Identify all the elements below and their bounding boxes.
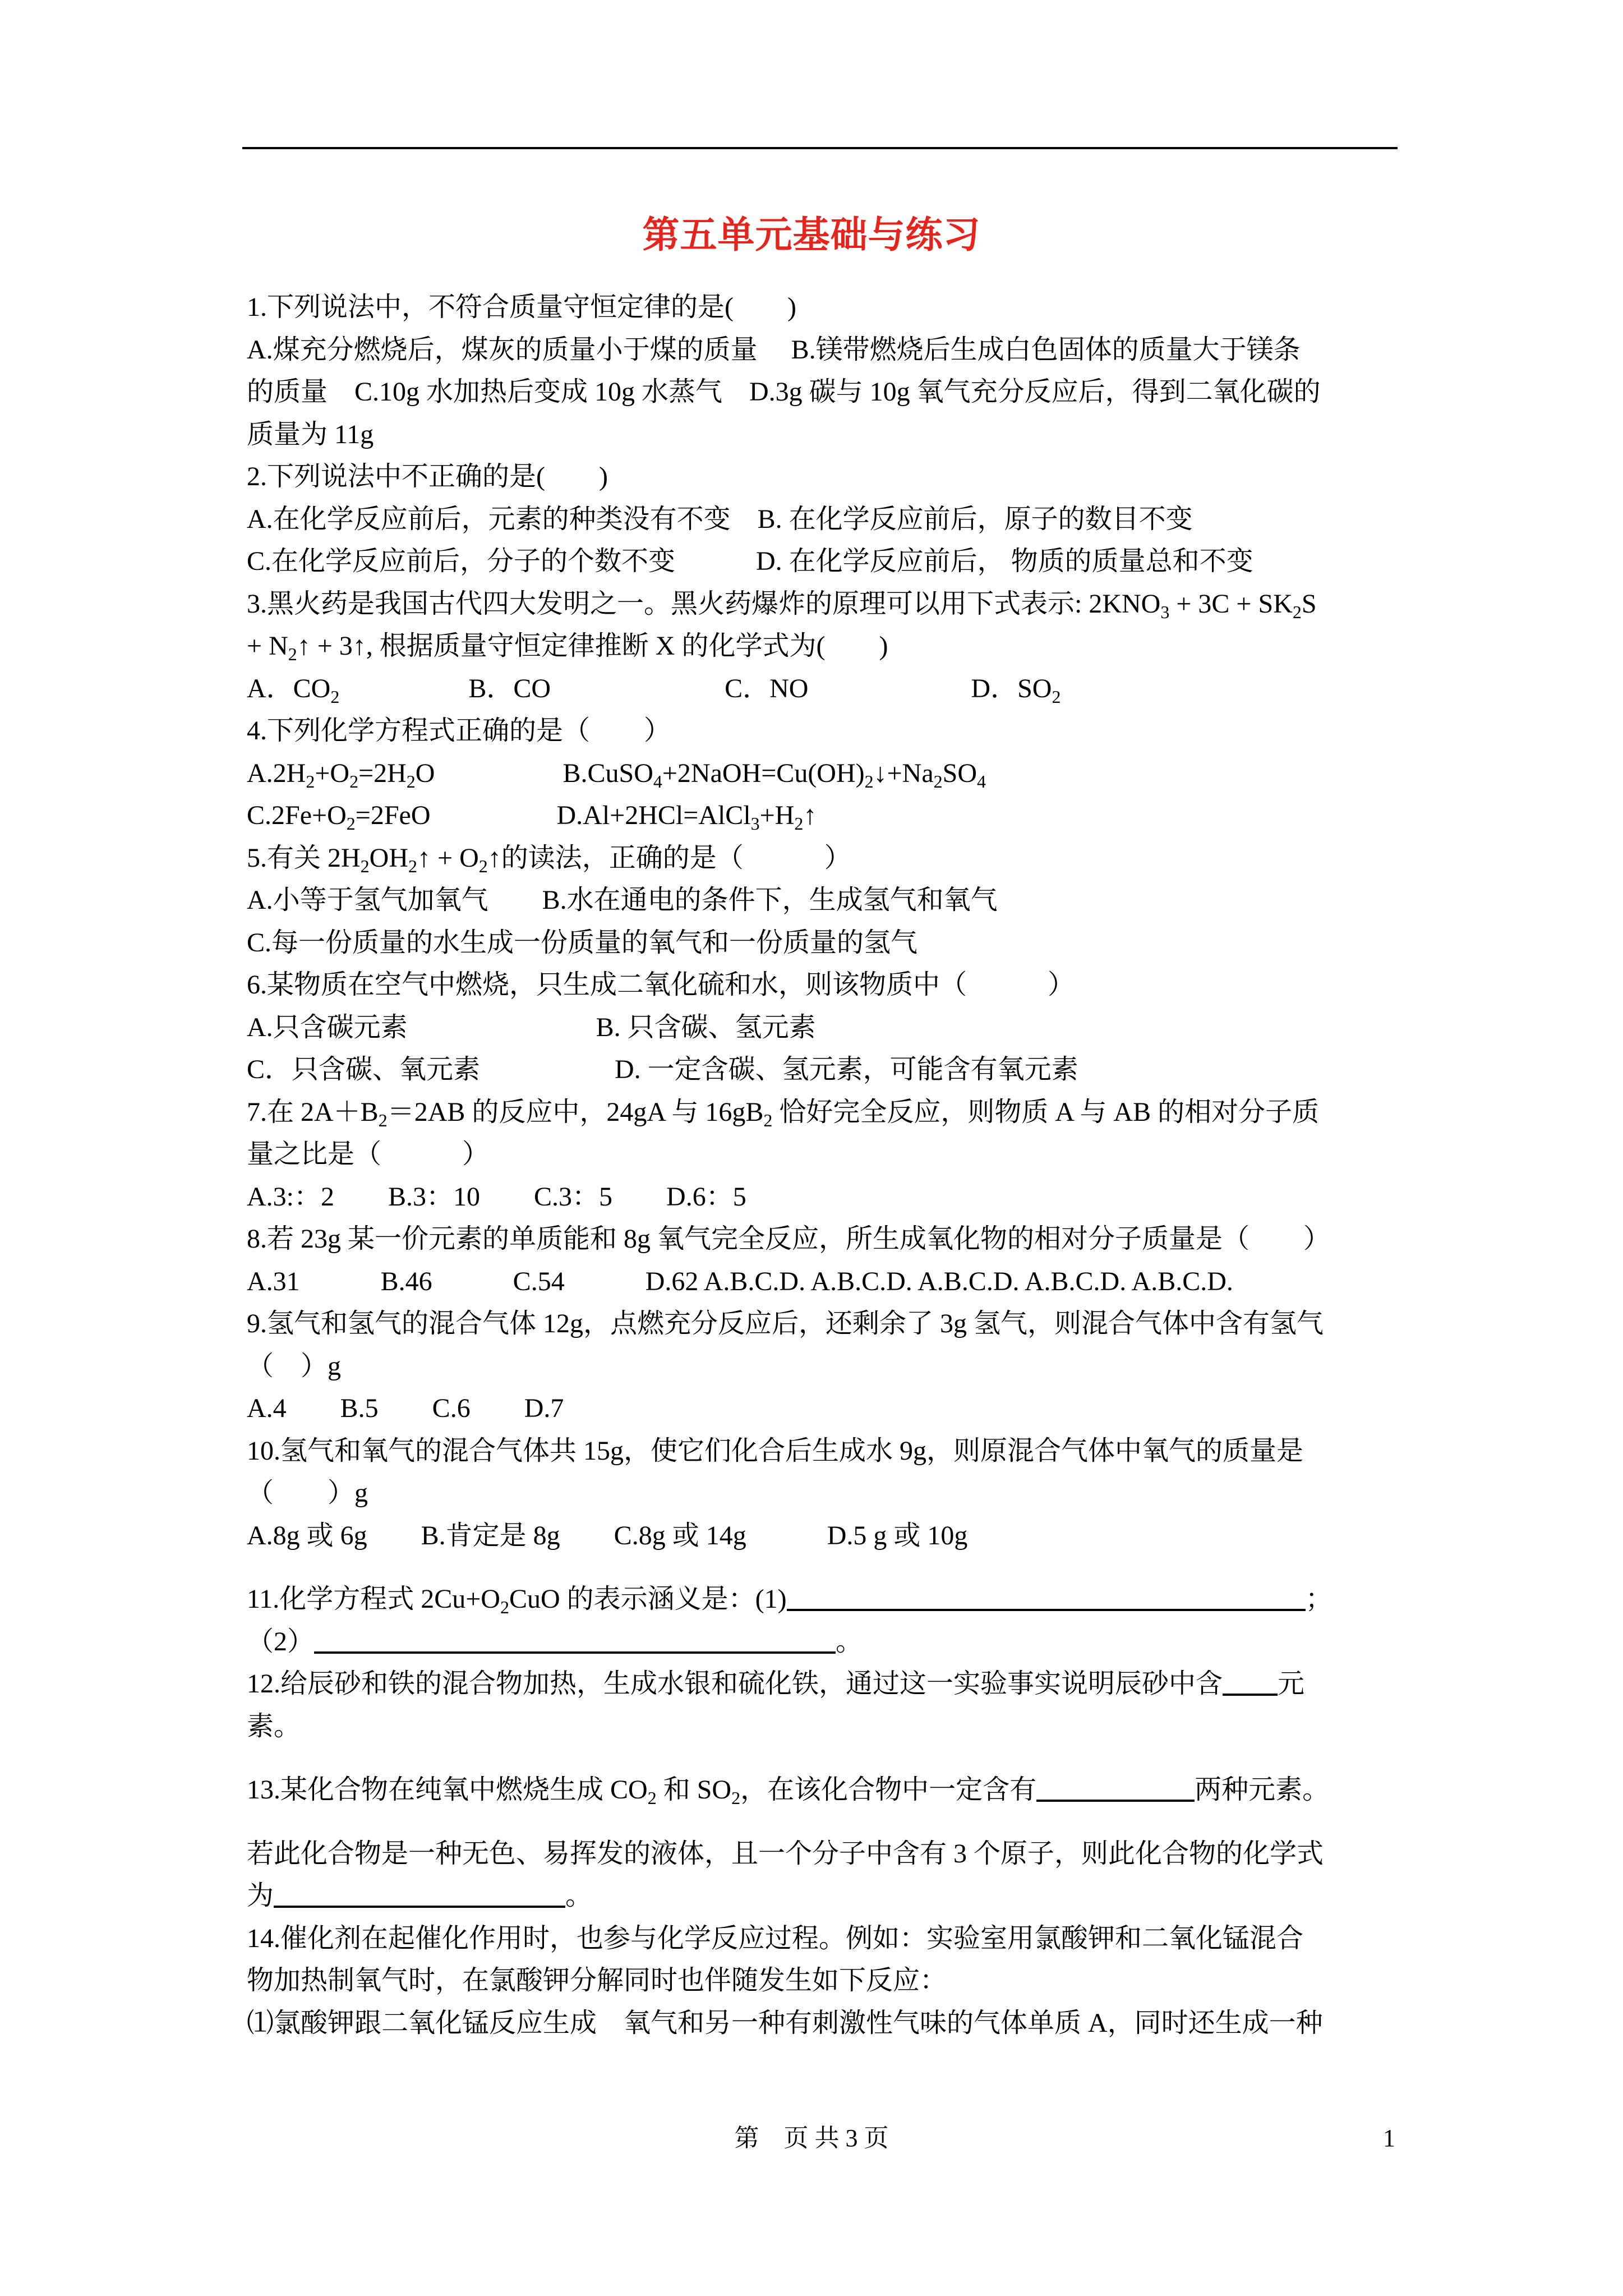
q8-stem: 8.若 23g 某一价元素的单质能和 8g 氧气完全反应，所生成氧化物的相对分子质量是（ ） bbox=[247, 1224, 1331, 1254]
page-number: 1 bbox=[1383, 2124, 1395, 2152]
q14-line2: 物加热制氧气时，在氯酸钾分解同时也伴随发生如下反应： bbox=[247, 1966, 947, 1995]
header-rule bbox=[242, 147, 1398, 149]
q1-line3: 质量为 11g bbox=[247, 419, 374, 449]
q1-stem: 1.下列说法中，不符合质量守恒定律的是( ) bbox=[247, 292, 796, 322]
q11-line2: （2） 。 bbox=[247, 1621, 1396, 1663]
q9-options: A.4 B.5 C.6 D.7 bbox=[247, 1393, 564, 1423]
q7-line2: 量之比是（ ） bbox=[247, 1139, 490, 1169]
q5-line2: C.每一份质量的水生成一份质量的氧气和一份质量的氢气 bbox=[247, 927, 918, 958]
q1-line2: 的质量 C.10g 水加热后变成 10g 水蒸气 D.3g 碳与 10g 氧气充分反应后，得到二氧化碳的 bbox=[247, 377, 1321, 407]
q12-line2: 素。 bbox=[247, 1711, 301, 1741]
q4-options-ab bbox=[247, 752, 1396, 795]
q11-answer-blank-2[interactable] bbox=[314, 1622, 836, 1654]
q13-line3: 为 。 bbox=[247, 1875, 1396, 1917]
q4-option-d: $D.Al+2HCl=AlCl_3+H_2↑$ bbox=[556, 800, 817, 834]
q2-stem: 2.下列说法中不正确的是( ) bbox=[247, 462, 608, 491]
question-list bbox=[247, 286, 1396, 2044]
q13-line2: 若此化合物是一种无色、易挥发的液体，且一个分子中含有 3 个原子，则此化合物的化学式 bbox=[247, 1838, 1324, 1869]
q9-stem: 9.氢气和氢气的混合气体 12g，点燃充分反应后，还剩余了 3g 氢气，则混合气体中含有氢气 bbox=[247, 1309, 1324, 1338]
q12-answer-blank[interactable] bbox=[1223, 1664, 1278, 1696]
q7-options: A.3:：2 B.3：10 C.3：5 D.6：5 bbox=[247, 1181, 746, 1212]
q4-option-a: $A.2H_2+O_2=2H_2O$ bbox=[247, 758, 435, 792]
q14-line3: ⑴氯酸钾跟二氧化锰反应生成 氧气和另一种有刺激性气味的气体单质 A，同时还生成一种 bbox=[247, 2008, 1323, 2038]
q4-option-c: $C.2Fe+O_2=2FeO$ bbox=[247, 800, 431, 834]
q7-stem: 7.在 $2A+B_2=2AB$ 的反应中，24gA 与 $16gB_2$ 恰好完全反应，则物质 A 与 AB 的相对分子质 bbox=[247, 1097, 1320, 1130]
q6-line2: C．只含碳、氧元素 D. 一定含碳、氢元素，可能含有氧元素 bbox=[247, 1055, 1078, 1084]
q10-stem: 10.氢气和氧气的混合气体共 15g，使它们化合后生成水 9g，则原混合气体中氧气的质量是 bbox=[247, 1435, 1304, 1466]
q8-options: A.31 B.46 C.54 D.62 A.B.C.D. A.B.C.D. A.B.C.D. A.B.C.D. A.B.C.D. bbox=[247, 1266, 1233, 1296]
q6-stem: 6.某物质在空气中燃烧，只生成二氧化硫和水，则该物质中（ ） bbox=[247, 970, 1075, 1000]
q4-options-cd bbox=[247, 794, 1396, 837]
q13-answer-blank-1[interactable] bbox=[1036, 1770, 1195, 1802]
q12-stem: 12.给辰砂和铁的混合物加热，生成水银和硫化铁，通过这一实验事实说明辰砂中含 元 bbox=[247, 1663, 1396, 1705]
q5-line1: A.小等于氢气加氧气 B.水在通电的条件下，生成氢气和氧气 bbox=[247, 885, 998, 915]
q11-answer-blank-1[interactable] bbox=[787, 1580, 1306, 1611]
q5-stem: 5.有关 $2H_2OH_2↑$ + $O_2↑$的读法，正确的是（ ） bbox=[247, 843, 851, 876]
q3-options: A．$CO_2$ B．CO C．NO D．$SO_2$ bbox=[247, 673, 1061, 707]
q10-line2: （ ）g bbox=[247, 1478, 368, 1508]
q3-stem: 3.黑火药是我国古代四大发明之一。黑火药爆炸的原理可以用下式表示: $2KNO_3 + 3C + SK_2S$ bbox=[247, 588, 1317, 622]
q6-line1: A.只含碳元素 B. 只含碳、氢元素 bbox=[247, 1012, 816, 1042]
q9-line2: （ ）g bbox=[247, 1351, 342, 1381]
q2-line2: C.在化学反应前后，分子的个数不变 D. 在化学反应前后， 物质的质量总和不变 bbox=[247, 546, 1253, 576]
q4-option-b: $B.CuSO_4+2NaOH=Cu(OH)_2↓+Na_2SO_4$ bbox=[562, 758, 986, 792]
page-title: 第五单元基础与练习 bbox=[642, 215, 981, 256]
q3-line2: + $N_2↑$ + 3↑, 根据质量守恒定律推断 X 的化学式为( ) bbox=[247, 631, 888, 664]
q11-stem: 11.化学方程式 $2Cu+O_2CuO$ 的表示涵义是：(1) ； bbox=[247, 1578, 1396, 1621]
page-footer: 第 页 共 3 页 bbox=[734, 2124, 889, 2152]
q13-stem: 13.某化合物在纯氧中燃烧生成 $CO_2$ 和 $SO_2$，在该化合物中一定含有 两种元素。 bbox=[247, 1769, 1396, 1811]
q10-options: A.8g 或 6g B.肯定是 8g C.8g 或 14g D.5 g 或 10g bbox=[247, 1520, 968, 1550]
q4-stem: 4.下列化学方程式正确的是（ ） bbox=[247, 716, 671, 746]
q1-line1: A.煤充分燃烧后，煤灰的质量小于煤的质量 B.镁带燃烧后生成白色固体的质量大于镁条 bbox=[247, 334, 1301, 365]
q14-stem: 14.催化剂在起催化作用时，也参与化学反应过程。例如：实验室用氯酸钾和二氧化锰混合 bbox=[247, 1923, 1304, 1953]
q2-line1: A.在化学反应前后，元素的种类没有不变 B. 在化学反应前后，原子的数目不变 bbox=[247, 504, 1193, 534]
q13-answer-blank-2[interactable] bbox=[274, 1876, 565, 1908]
